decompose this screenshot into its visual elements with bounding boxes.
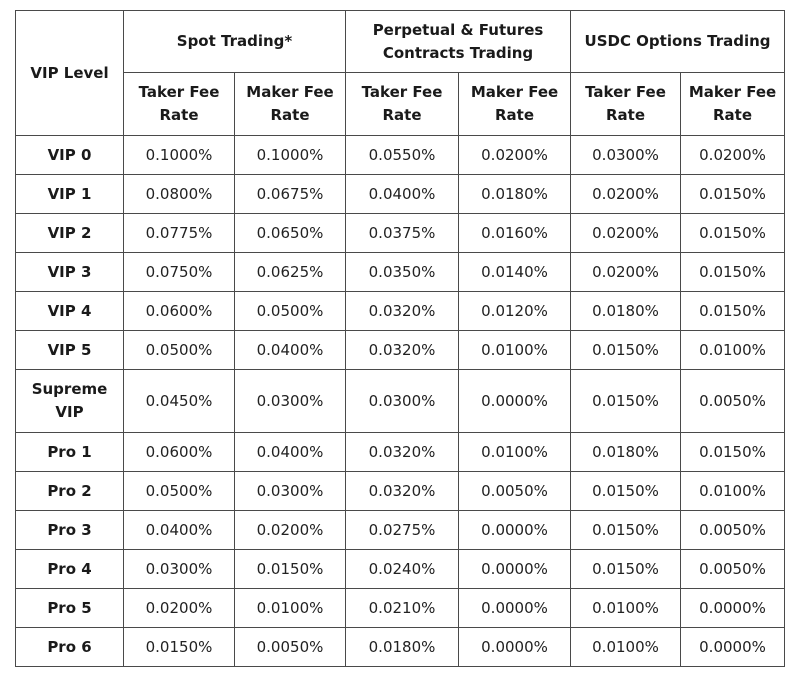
spot-maker-rate: 0.0050% [235, 628, 346, 667]
header-perpetual-futures-trading: Perpetual & Futures Contracts Trading [346, 11, 571, 73]
options-maker-rate: 0.0200% [681, 136, 785, 175]
options-maker-rate: 0.0050% [681, 511, 785, 550]
options-taker-rate: 0.0300% [571, 136, 681, 175]
spot-taker-rate: 0.0775% [124, 214, 235, 253]
perp-maker-rate: 0.0000% [459, 511, 571, 550]
perp-maker-rate: 0.0140% [459, 253, 571, 292]
spot-maker-rate: 0.0625% [235, 253, 346, 292]
perp-maker-rate: 0.0000% [459, 628, 571, 667]
options-maker-rate: 0.0000% [681, 589, 785, 628]
perp-taker-rate: 0.0275% [346, 511, 459, 550]
perp-taker-rate: 0.0320% [346, 433, 459, 472]
spot-maker-rate: 0.1000% [235, 136, 346, 175]
spot-maker-rate: 0.0650% [235, 214, 346, 253]
row-level-label: Pro 6 [16, 628, 124, 667]
spot-maker-rate: 0.0500% [235, 292, 346, 331]
spot-maker-rate: 0.0150% [235, 550, 346, 589]
perp-taker-rate: 0.0350% [346, 253, 459, 292]
spot-taker-rate: 0.0200% [124, 589, 235, 628]
options-taker-rate: 0.0150% [571, 370, 681, 433]
options-maker-rate: 0.0150% [681, 175, 785, 214]
row-level-label: Pro 2 [16, 472, 124, 511]
row-level-label: Pro 5 [16, 589, 124, 628]
table-row [16, 175, 785, 214]
header-spot-taker-fee: Taker Fee Rate [124, 73, 235, 136]
perp-taker-rate: 0.0240% [346, 550, 459, 589]
header-options-maker-fee: Maker Fee Rate [681, 73, 785, 136]
row-level-label: VIP 3 [16, 253, 124, 292]
table-row [16, 214, 785, 253]
header-usdc-options-trading: USDC Options Trading [571, 11, 785, 73]
header-vip-level: VIP Level [16, 11, 124, 136]
spot-taker-rate: 0.0750% [124, 253, 235, 292]
options-taker-rate: 0.0100% [571, 628, 681, 667]
options-taker-rate: 0.0180% [571, 433, 681, 472]
perp-taker-rate: 0.0210% [346, 589, 459, 628]
perp-maker-rate: 0.0000% [459, 550, 571, 589]
options-taker-rate: 0.0100% [571, 589, 681, 628]
perp-taker-rate: 0.0320% [346, 331, 459, 370]
perp-taker-rate: 0.0400% [346, 175, 459, 214]
table-row [16, 589, 785, 628]
spot-taker-rate: 0.0150% [124, 628, 235, 667]
row-level-label: VIP 5 [16, 331, 124, 370]
options-maker-rate: 0.0150% [681, 214, 785, 253]
options-maker-rate: 0.0050% [681, 370, 785, 433]
options-taker-rate: 0.0200% [571, 214, 681, 253]
table-row [16, 433, 785, 472]
perp-maker-rate: 0.0000% [459, 589, 571, 628]
spot-taker-rate: 0.0500% [124, 472, 235, 511]
row-level-label: VIP 1 [16, 175, 124, 214]
spot-taker-rate: 0.0600% [124, 433, 235, 472]
perp-taker-rate: 0.0300% [346, 370, 459, 433]
spot-maker-rate: 0.0300% [235, 472, 346, 511]
header-spot-trading: Spot Trading* [124, 11, 346, 73]
spot-maker-rate: 0.0675% [235, 175, 346, 214]
row-level-label: VIP 2 [16, 214, 124, 253]
spot-maker-rate: 0.0400% [235, 433, 346, 472]
perp-maker-rate: 0.0160% [459, 214, 571, 253]
row-level-label: Pro 3 [16, 511, 124, 550]
perp-taker-rate: 0.0375% [346, 214, 459, 253]
options-taker-rate: 0.0200% [571, 175, 681, 214]
options-maker-rate: 0.0100% [681, 331, 785, 370]
options-maker-rate: 0.0100% [681, 472, 785, 511]
spot-maker-rate: 0.0100% [235, 589, 346, 628]
options-taker-rate: 0.0180% [571, 292, 681, 331]
spot-taker-rate: 0.0600% [124, 292, 235, 331]
table-row [16, 628, 785, 667]
table-row [16, 253, 785, 292]
spot-maker-rate: 0.0300% [235, 370, 346, 433]
perp-maker-rate: 0.0100% [459, 331, 571, 370]
options-taker-rate: 0.0150% [571, 550, 681, 589]
perp-maker-rate: 0.0000% [459, 370, 571, 433]
options-taker-rate: 0.0200% [571, 253, 681, 292]
perp-maker-rate: 0.0200% [459, 136, 571, 175]
perp-maker-rate: 0.0050% [459, 472, 571, 511]
row-level-label: Pro 1 [16, 433, 124, 472]
options-taker-rate: 0.0150% [571, 472, 681, 511]
perp-taker-rate: 0.0180% [346, 628, 459, 667]
options-taker-rate: 0.0150% [571, 331, 681, 370]
perp-maker-rate: 0.0120% [459, 292, 571, 331]
spot-maker-rate: 0.0400% [235, 331, 346, 370]
row-level-label: Supreme VIP [16, 370, 124, 433]
perp-maker-rate: 0.0180% [459, 175, 571, 214]
table-row [16, 511, 785, 550]
header-perp-taker-fee: Taker Fee Rate [346, 73, 459, 136]
row-level-label: Pro 4 [16, 550, 124, 589]
spot-taker-rate: 0.0450% [124, 370, 235, 433]
row-level-label: VIP 4 [16, 292, 124, 331]
table-row [16, 370, 785, 433]
row-level-label: VIP 0 [16, 136, 124, 175]
perp-maker-rate: 0.0100% [459, 433, 571, 472]
spot-taker-rate: 0.0300% [124, 550, 235, 589]
header-perp-maker-fee: Maker Fee Rate [459, 73, 571, 136]
spot-taker-rate: 0.0400% [124, 511, 235, 550]
options-taker-rate: 0.0150% [571, 511, 681, 550]
fee-table-body [16, 136, 785, 667]
table-row [16, 331, 785, 370]
table-row [16, 550, 785, 589]
options-maker-rate: 0.0150% [681, 433, 785, 472]
options-maker-rate: 0.0050% [681, 550, 785, 589]
options-maker-rate: 0.0000% [681, 628, 785, 667]
perp-taker-rate: 0.0550% [346, 136, 459, 175]
options-maker-rate: 0.0150% [681, 253, 785, 292]
header-spot-maker-fee: Maker Fee Rate [235, 73, 346, 136]
header-options-taker-fee: Taker Fee Rate [571, 73, 681, 136]
fee-rate-table [15, 10, 785, 667]
perp-taker-rate: 0.0320% [346, 472, 459, 511]
options-maker-rate: 0.0150% [681, 292, 785, 331]
spot-maker-rate: 0.0200% [235, 511, 346, 550]
table-row [16, 472, 785, 511]
spot-taker-rate: 0.0500% [124, 331, 235, 370]
spot-taker-rate: 0.0800% [124, 175, 235, 214]
spot-taker-rate: 0.1000% [124, 136, 235, 175]
table-row [16, 136, 785, 175]
perp-taker-rate: 0.0320% [346, 292, 459, 331]
table-row [16, 292, 785, 331]
